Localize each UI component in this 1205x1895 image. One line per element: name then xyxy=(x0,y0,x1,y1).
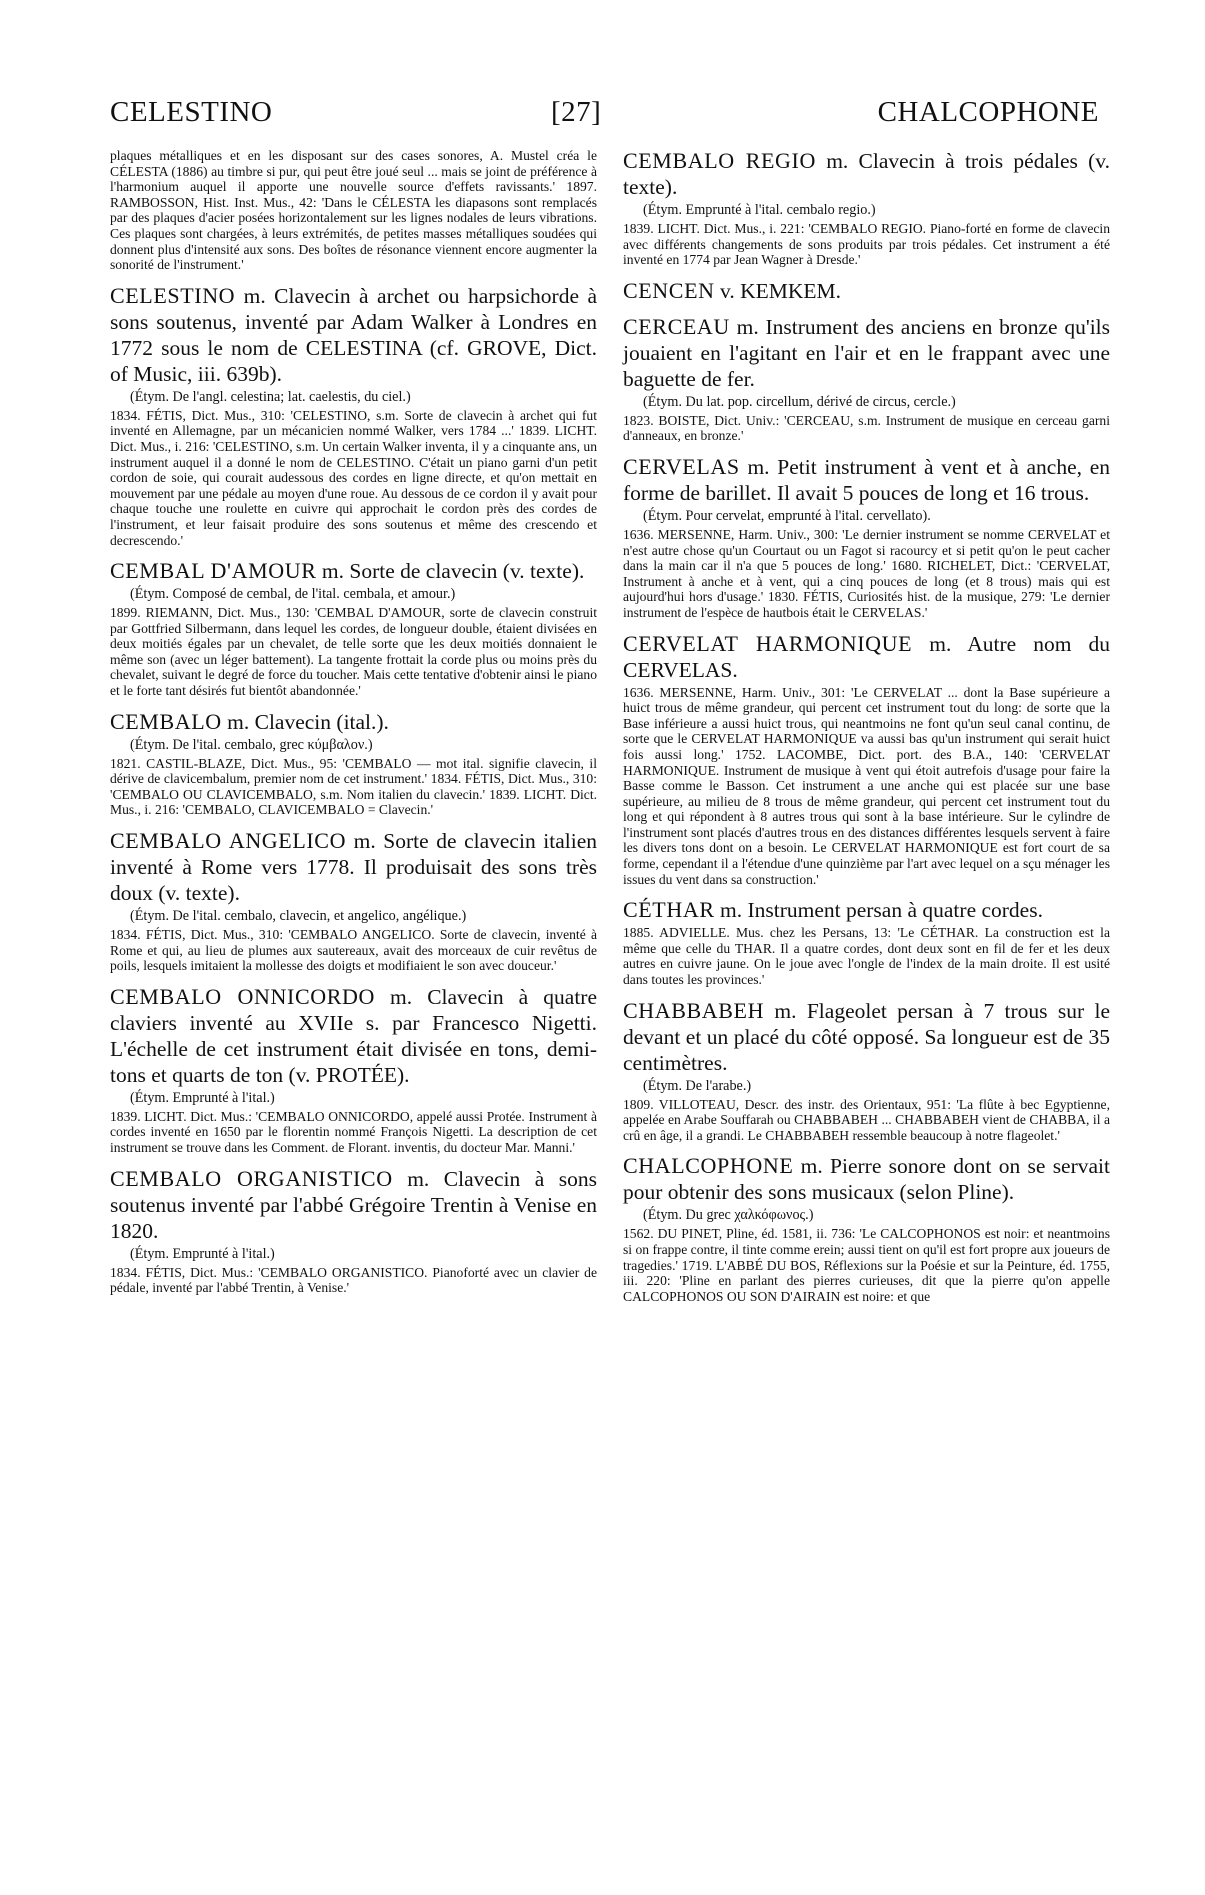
entry-headword: CERVELAT HARMONIQUE xyxy=(623,630,913,656)
entry-headword: CÉTHAR xyxy=(623,897,715,923)
entry-definition: m. Clavecin à trois pédales (v. texte). xyxy=(623,149,1111,199)
dictionary-entry xyxy=(623,1153,1110,1304)
entry-citations: 1636. MERSENNE, Harm. Univ., 300: 'Le dernier instrument se nomme CERVELAT et n'est autre chose qu'un Courtaut ou un Fagot si racourcy et si petit qu'on le peut cacher dans la main car il n'a que 5 pouces de long.' 1680. RICHELET, Dict.: 'CERVELAT, Instrument à anche et à vent, qui a cinq pouces de long (et 8 trous) mais qui est aujourd'hui hors d'usage.' 1830. FÉTIS, Curiosités hist. de la musique, 279: 'Le dernier instrument de l'espèce de hautbois était le CERVELAS.' xyxy=(623,526,1110,620)
entry-heading xyxy=(623,314,1110,392)
entry-headword: CEMBAL D'AMOUR xyxy=(110,558,317,584)
entry-citations: 1839. LICHT. Dict. Mus.: 'CEMBALO ONNICORDO, appelé aussi Protée. Instrument à cordes inventé en 1650 par le florentin nommé François Nigetti. La description de cet instrument se trouve dans les Comment. de Florant. inventis, du docteur Mar. Manni.' xyxy=(110,1108,597,1155)
entry-etymology: (Étym. De l'ital. cembalo, grec κύμβαλον.) xyxy=(130,736,373,753)
entry-heading xyxy=(623,897,1110,923)
entry-heading xyxy=(110,1166,597,1244)
entry-definition: m. Clavecin à quatre claviers inventé au XVIIe s. par Francesco Nigetti. L'échelle de cet instrument était divisée en tons, demi-tons et quarts de ton (v. PROTÉE). xyxy=(110,984,598,1087)
entry-etymology: (Étym. De l'ital. cembalo, clavecin, et angelico, angélique.) xyxy=(130,908,467,925)
entry-citations: 1899. RIEMANN, Dict. Mus., 130: 'CEMBAL D'AMOUR, sorte de clavecin construit par Gottfried Silbermann, dans lequel les cordes, de longueur double, étaient divisées en deux moitiés égales par un chevalet, de telle sorte que les deux moitiés donnaient le même son (avec un léger battement). La tangente frottait la corde plus ou moins près du chevalet, suivant le degré de force du toucher. Mais cette tentative d'obtenir ainsi le piano et le forte tant désirés fut bientôt abandonnée.' xyxy=(110,605,597,699)
dictionary-entry xyxy=(623,454,1110,621)
dictionary-entry xyxy=(623,314,1110,444)
entry-citations: plaques métalliques et en les disposant sur des cases sonores, A. Mustel créa le CÉLESTA (1886) au timbre si pur, qui peut être joué seul ... mais se joint de préférence à l'harmonium auquel il apporte une nouvelle source d'effets ravissants.' 1897. RAMBOSSON, Hist. Inst. Mus., 42: 'Dans le CÉLESTA les diapasons sont remplacés par des plaques d'acier posées horizontalement sur les lignes nodales de leurs vibrations. Ces plaques sont chargées, à leurs extrémités, de petites masses métalliques soudées qui donnent plus d'intensité aux sons. Des boîtes de résonance viennent encore augmenter la sonorité de l'instrument.' xyxy=(110,148,597,273)
entry-definition: m. Pierre sonore dont on se servait pour obtenir des sons musicaux (selon Pline). xyxy=(623,1154,1111,1205)
entry-definition: m. Sorte de clavecin italien inventé à Rome vers 1778. Il produisait des sons très doux (v. texte). xyxy=(110,829,597,906)
dictionary-entry xyxy=(110,984,597,1156)
running-head-left: CELESTINO xyxy=(110,96,273,128)
entry-definition: v. KEMKEM. xyxy=(719,278,842,303)
entry-citations: 1834. FÉTIS, Dict. Mus., 310: 'CELESTINO, s.m. Sorte de clavecin à archet qui fut inventé en Allemagne, par un mécanicien nommé Walker, vers 1784 ...' 1839. LICHT. Dict. Mus., i. 216: 'CELESTINO, s.m. Un certain Walker inventa, il y a cinquante ans, un instrument auquel il a donné le nom de CELESTINO. C'était un piano garni d'un petit cordon de soie, qui courait audessous des cordes en ligne directe, et qu'on mettait en mouvement par une pédale au moyen d'une roue. Au dessous de ce cordon il y avait pour chaque touche une roulette en cuivre qui approchait le cordon près des cordes de l'instrument, et leur faisait produire des sons soutenus et même des crescendo et decrescendo.' xyxy=(110,407,597,548)
dictionary-entry xyxy=(623,897,1110,987)
entry-heading xyxy=(623,278,1110,304)
entry-heading xyxy=(623,1153,1110,1205)
dictionary-entry xyxy=(623,148,1110,268)
dictionary-entry xyxy=(110,828,597,974)
entry-headword: CEMBALO xyxy=(110,708,222,734)
entry-definition: m. Instrument persan à quatre cordes. xyxy=(719,898,1043,923)
entry-heading xyxy=(110,283,597,387)
entry-citations: 1821. CASTIL-BLAZE, Dict. Mus., 95: 'CEMBALO — mot ital. signifie clavecin, il dérive de clavicembalum, premier nom de cet instrument.' 1834. FÉTIS, Dict. Mus., 310: 'CEMBALO OU CLAVICEMBALO, s.m. Nom italien du clavecin.' 1839. LICHT. Dict. Mus., i. 216: 'CEMBALO, CLAVICEMBALO = Clavecin.' xyxy=(110,755,597,818)
entry-headword: CEMBALO ANGELICO xyxy=(110,828,347,854)
entry-headword: CEMBALO REGIO xyxy=(623,148,816,173)
entry-etymology: (Étym. Du grec χαλκόφωνος.) xyxy=(643,1207,814,1224)
dictionary-entry xyxy=(110,709,597,818)
entry-headword: CENCEN xyxy=(623,277,715,303)
entry-headword: CERVELAS xyxy=(623,453,740,479)
entry-citations: 1636. MERSENNE, Harm. Univ., 301: 'Le CERVELAT ... dont la Base supérieure a huict trous de même grandeur, qui percent cet instrument tout du long: de sorte que la Base inférieure a aussi huict trous, qui neantmoins ne font qu'un seul canal continu, de sorte que le CERVELAT HARMONIQUE va aussi bas qu'un instrument qui serait huict fois aussi long.' 1752. LACOMBE, Dict. port. des B.A., 140: 'CERVELAT HARMONIQUE. Instrument de musique à vent qui étoit autrefois d'usage pour faire la Basse comme le Basson. Cet instrument a une anche qui est placée sur une base supérieure, au milieu de 8 trous de même grandeur, qui percent cet instrument tout du long et qui répondent à 8 autres trous qui sont à la base intérieure. Sur le cylindre de l'instrument sont placés d'autres trous en des distances différentes lesquels servent à faire les divers tons dont on a besoin. Le CERVELAT HARMONIQUE est fort court de sa forme, cependant il a l'étendue d'une quinzième par l'art avec lequel on a sçu ménager les issues du vent dans sa construction.' xyxy=(623,684,1110,887)
dictionary-entry xyxy=(623,631,1110,888)
entry-definition: m. Instrument des anciens en bronze qu'ils jouaient en l'agitant en l'air et en le frappant avec une baguette de fer. xyxy=(623,314,1111,391)
page-number: [27] xyxy=(551,96,602,128)
entry-definition: m. Clavecin à archet ou harpsichorde à sons soutenus, inventé par Adam Walker à Londres en 1772 sous le nom de CELESTINA (cf. GROVE, Dict. of Music, iii. 639b). xyxy=(110,283,597,386)
entry-definition: m. Petit instrument à vent et à anche, en forme de barillet. Il avait 5 pouces de long et 16 trous. xyxy=(623,454,1110,505)
entry-etymology: (Étym. Du lat. pop. circellum, dérivé de circus, cercle.) xyxy=(643,393,956,410)
entry-headword: CHABBABEH xyxy=(623,997,765,1023)
left-column xyxy=(110,148,597,1306)
dictionary-entry xyxy=(623,278,1110,304)
entry-definition: m. Sorte de clavecin (v. texte). xyxy=(321,559,585,584)
entry-etymology: (Étym. Emprunté à l'ital.) xyxy=(130,1089,275,1106)
entry-citations: 1809. VILLOTEAU, Descr. des instr. des Orientaux, 951: 'La flûte à bec Egyptienne, appelée en Arabe Souffarah ou CHABBABEH ... CHABBABEH vient de CHABBA, il a crû en âge, il a grandi. Le CHABBABEH ressemble beaucoup à notre flageolet.' xyxy=(623,1096,1110,1143)
entry-etymology: (Étym. Emprunté à l'ital.) xyxy=(130,1245,275,1262)
entry-citations: 1834. FÉTIS, Dict. Mus.: 'CEMBALO ORGANISTICO. Pianoforté avec un clavier de pédale, inventé par l'abbé Trentin, à Venise.' xyxy=(110,1264,597,1296)
dictionary-entry xyxy=(110,283,597,548)
entry-definition: m. Clavecin à sons soutenus inventé par l'abbé Grégoire Trentin à Venise en 1820. xyxy=(110,1166,597,1243)
entry-heading xyxy=(110,984,597,1088)
entry-etymology: (Étym. Emprunté à l'ital. cembalo regio.) xyxy=(643,202,876,218)
entry-headword: CHALCOPHONE xyxy=(623,1153,794,1179)
running-head-right: CHALCOPHONE xyxy=(877,96,1099,128)
entry-heading xyxy=(623,454,1110,506)
entry-etymology: (Étym. Pour cervelat, emprunté à l'ital. cervellato). xyxy=(643,507,931,524)
continued-text xyxy=(110,148,597,273)
entry-headword: CELESTINO xyxy=(110,282,236,308)
entry-citations: 1839. LICHT. Dict. Mus., i. 221: 'CEMBALO REGIO. Piano-forté en forme de clavecin avec différents changements de sons produits par trois pédales. Cet instrument a été inventé en 1774 par Jean Wagner à Dresde.' xyxy=(623,221,1110,268)
entry-definition: m. Autre nom du CERVELAS. xyxy=(623,631,1110,682)
dictionary-entry xyxy=(110,1166,597,1296)
entry-citations: 1823. BOISTE, Dict. Univ.: 'CERCEAU, s.m. Instrument de musique en cerceau garni d'anneaux, en bronze.' xyxy=(623,412,1110,444)
entry-heading xyxy=(623,631,1110,683)
entry-etymology: (Étym. Composé de cembal, de l'ital. cembala, et amour.) xyxy=(130,586,456,603)
entry-definition: m. Clavecin (ital.). xyxy=(227,709,389,734)
entry-headword: CEMBALO ONNICORDO xyxy=(110,983,375,1009)
entry-citations: 1834. FÉTIS, Dict. Mus., 310: 'CEMBALO ANGELICO. Sorte de clavecin, inventé à Rome et qui, au lieu de plumes aux sautereaux, avait des morceaux de cuir revêtus de poils, lesquels imitaient la mollesse des doigts et modifiaient le son avec douceur.' xyxy=(110,927,597,974)
entry-heading xyxy=(110,558,597,584)
dictionary-entry xyxy=(110,558,597,699)
right-column xyxy=(623,148,1110,1314)
entry-definition: m. Flageolet persan à 7 trous sur le devant et un placé du côté opposé. Sa longueur est de 35 centimètres. xyxy=(623,998,1110,1075)
entry-heading xyxy=(623,148,1110,200)
entry-heading xyxy=(110,709,597,735)
dictionary-entry xyxy=(623,998,1110,1144)
entry-citations: 1885. ADVIELLE. Mus. chez les Persans, 13: 'Le CÉTHAR. La construction est la même que celle du THAR. Il a quatre cordes, dont deux sont en fil de fer et les deux autres en cuivre jaune. On le joue avec l'ongle de l'index de la main droite. Il est usité dans toutes les provinces.' xyxy=(623,925,1110,988)
entry-heading xyxy=(110,828,597,906)
entry-etymology: (Étym. De l'angl. celestina; lat. caelestis, du ciel.) xyxy=(130,388,411,405)
entry-heading xyxy=(623,998,1110,1076)
entry-headword: CERCEAU xyxy=(623,313,730,339)
entry-headword: CEMBALO ORGANISTICO xyxy=(110,1165,393,1191)
entry-citations: 1562. DU PINET, Pline, éd. 1581, ii. 736: 'Le CALCOPHONOS est noir: et neantmoins si on frappe contre, il tinte comme erein; aussi tient on qu'il est fort propre aux joueurs de tragedies.' 1719. L'ABBÉ DU BOS, Réflexions sur la Poésie et sur la Peinture, éd. 1755, iii. 220: 'Pline en parlant des pierres curieuses, dit que la pierre qu'on appelle CALCOPHONOS OU SON D'AIRAIN est noire: et que xyxy=(623,1226,1110,1304)
entry-etymology: (Étym. De l'arabe.) xyxy=(643,1077,752,1094)
